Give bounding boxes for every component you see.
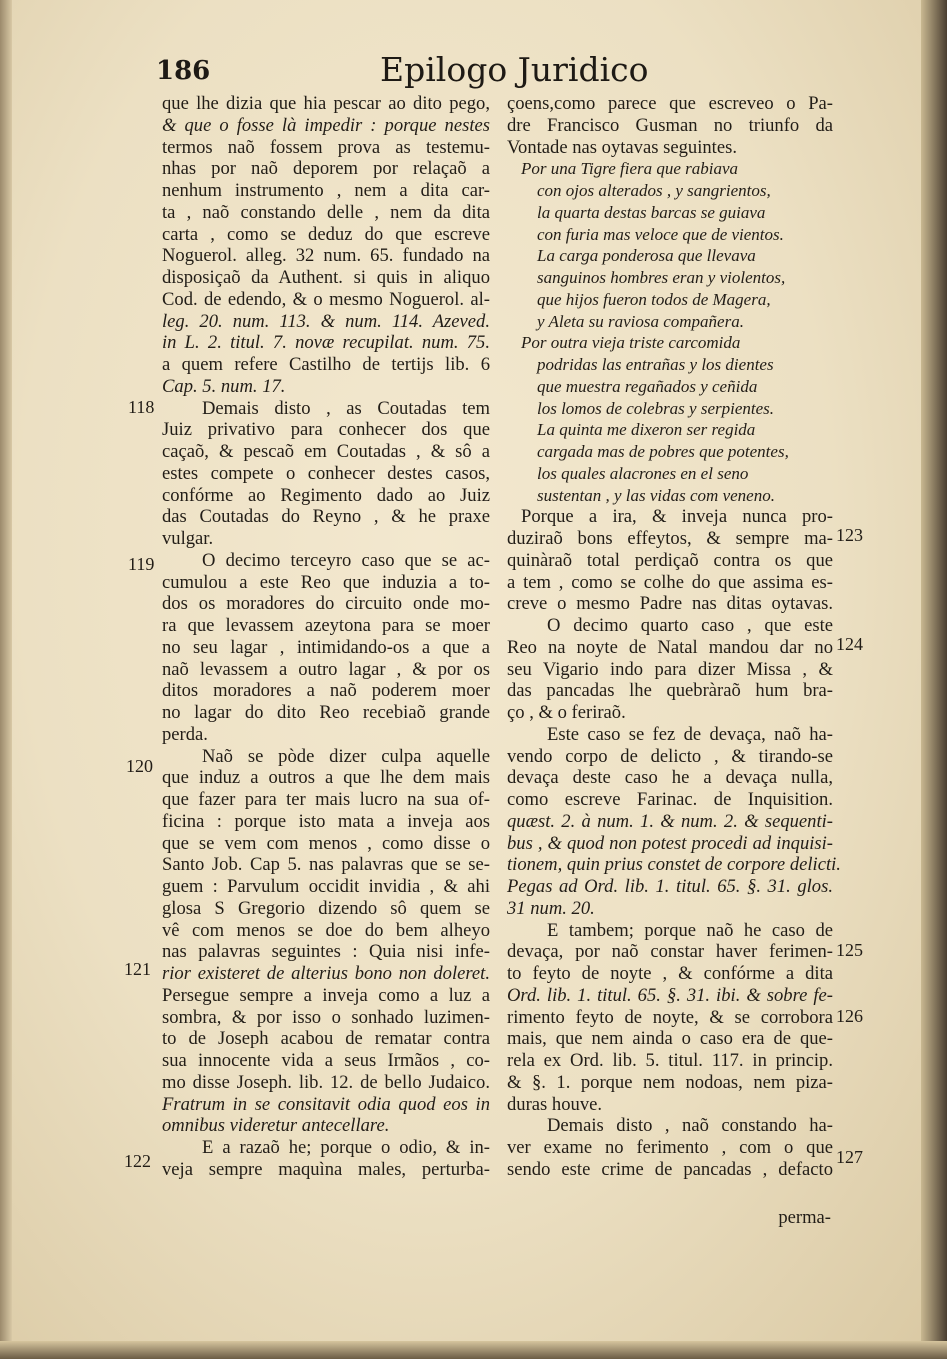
text-line: to de Joseph acabou de rematar contra: [162, 1028, 490, 1050]
text-line: ço , & o feriraõ.: [507, 702, 626, 723]
text-line: Santo Job. Cap 5. nas palavras que se se-: [162, 854, 490, 876]
text-line: perda.: [162, 723, 208, 745]
text-line: Naõ se pòde dizer culpa aquelle: [202, 745, 490, 767]
text-line: caçaõ, & pescaõ em Coutadas , & sô a: [162, 441, 490, 462]
text-line: naõ levassem a outro lagar , & por os: [162, 658, 490, 680]
margin-number: 119: [128, 554, 155, 574]
margin-number: 126: [836, 1006, 863, 1026]
text-line: Noguerol. alleg. 32 num. 65. fundado na: [162, 245, 490, 267]
text-line: to feyto de noyte , & confórme a dita: [507, 963, 833, 984]
text-line: estes compete o conhecer destes casos,: [162, 462, 490, 484]
verse-line: con ojos alterados , y sangrientos,: [537, 181, 771, 200]
text-line: duziraõ bons effeytos, & sempre ma-: [507, 528, 833, 549]
text-line: ra que levassem azeytona para se moer: [162, 615, 490, 636]
text-line: das Coutadas do Reyno , & he praxe: [162, 506, 490, 528]
text-line: tionem, quin prius constet de corpore delicti.: [507, 854, 841, 876]
catchword: perma-: [778, 1207, 831, 1228]
verse-line: con furia mas veloce que de vientos.: [537, 224, 784, 244]
verse-line: Por outra vieja triste carcomida: [521, 333, 741, 353]
text-line: Persegue sempre a inveja como a luz a: [162, 984, 490, 1006]
text-line: carta , como se deduz do que escreve: [162, 223, 490, 245]
text-line: O decimo quarto caso , que este: [547, 615, 833, 636]
text-line: çoens,como parece que escreveo o Pa-: [507, 93, 833, 114]
text-line: dos os moradores do circuito onde mo-: [162, 593, 490, 615]
text-line: quæst. 2. à num. 1. & num. 2. & sequenti-: [507, 810, 833, 832]
text-line: ficina : porque isto mata a inveja aos: [162, 810, 490, 832]
text-line: 31 num. 20.: [507, 897, 595, 919]
text-line: in L. 2. titul. 7. novæ recupilat. num. 75.: [162, 332, 490, 354]
verse-line: sanguinos hombres eran y violentos,: [537, 268, 786, 287]
margin-number: 123: [836, 525, 863, 545]
text-line: cumulou a este Reo que induzia a to-: [162, 571, 490, 593]
verse-line: los lomos de colebras y serpientes.: [537, 398, 775, 418]
text-line: ta , naõ constando delle , nem da dita: [162, 201, 490, 223]
text-line: creve o mesmo Padre nas ditas oytavas.: [507, 593, 833, 615]
margin-number: 125: [836, 940, 863, 960]
text-line: E a razaõ he; porque o odio, & in-: [202, 1137, 490, 1158]
verse-line: sustentan , y las vidas com veneno.: [537, 485, 775, 505]
text-line: dre Francisco Gusman no triunfo da: [507, 114, 833, 136]
verse-line: Por una Tigre fiera que rabiava: [521, 159, 739, 179]
page-edge: [921, 0, 947, 1359]
right-column: [507, 93, 841, 1181]
verse-line: y Aleta su raviosa compañera.: [537, 311, 744, 331]
text-line: vê com menos se doe do bem alheyo: [162, 919, 490, 941]
text-line: sua innocente vida a seus Irmãos , co-: [162, 1050, 490, 1071]
text-line: que lhe dizia que hia pescar ao dito pego,: [162, 93, 490, 114]
text-line: Pegas ad Ord. lib. 1. titul. 65. §. 31. glos.: [507, 876, 833, 897]
verse-line: que hijos fueron todos de Magera,: [537, 289, 771, 309]
text-line: veja sempre maquìna males, perturba-: [162, 1158, 490, 1180]
text-line: rimento feyto de noyte, & se corrobora: [507, 1006, 833, 1028]
page-number: 186: [156, 56, 211, 86]
verse-line: la quarta destas barcas se guiava: [537, 202, 766, 222]
text-line: seu Vigario indo para dizer Missa , &: [507, 658, 833, 680]
text-line: vendo corpo de delicto , & tirando-se: [507, 745, 833, 767]
verse-line: La quinta me dixeron ser regida: [537, 420, 756, 440]
text-line: & §. 1. porque nem nodoas, nem piza-: [507, 1071, 833, 1093]
text-line: ditos moradores a naõ poderem moer: [162, 680, 490, 702]
running-title: Epilogo Juridico: [380, 50, 649, 89]
verse-line: los quales alacrones en el seno: [537, 463, 749, 483]
text-line: Reo na noyte de Natal mandou dar no: [507, 636, 833, 658]
text-line: a tem , como se colhe do que assima es-: [507, 571, 833, 593]
text-line: Juiz privativo para conhecer dos que: [162, 419, 490, 441]
margin-number: 120: [126, 756, 153, 776]
margin-number: 118: [128, 397, 155, 417]
text-line: Ord. lib. 1. titul. 65. §. 31. ibi. & sobre fe-: [507, 984, 833, 1006]
text-line: O decimo terceyro caso que se ac-: [202, 549, 490, 571]
text-line: mais, que nem ainda o caso era de que-: [507, 1028, 833, 1050]
text-line: leg. 20. num. 113. & num. 114. Azeved.: [162, 310, 490, 332]
text-line: glosa S Gregorio dizendo sô quem se: [162, 897, 490, 919]
text-line: devaça deste caso he a devaça nulla,: [507, 767, 833, 789]
text-line: omnibus videretur antecellare.: [162, 1115, 390, 1137]
margin-number: 124: [836, 634, 863, 654]
text-line: Porque a ira, & inveja nunca pro-: [521, 506, 833, 528]
text-line: E tambem; porque naõ he caso de: [547, 919, 833, 941]
text-line: a quem refere Castilho de tertijs lib. 6: [162, 354, 490, 375]
page-bottom-edge: [0, 1341, 947, 1359]
text-line: devaça, por naõ constar haver ferimen-: [507, 941, 833, 963]
verse-line: cargada mas de pobres que potentes,: [537, 442, 789, 461]
text-line: disposiçaõ da Authent. si quis in aliquo: [162, 267, 490, 288]
text-line: duras houve.: [507, 1093, 603, 1115]
text-line: guem : Parvulum occidit invidia , & ahi: [162, 876, 490, 897]
text-line: sendo este crime de pancadas , defacto: [507, 1158, 833, 1180]
text-line: que fazer para ter mais lucro na sua of-: [162, 789, 490, 810]
text-line: sombra, & por isso o sonhado luzimen-: [162, 1006, 490, 1028]
margin-number: 121: [124, 959, 151, 979]
text-line: como escreve Farinac. de Inquisition.: [507, 789, 833, 810]
running-header: [150, 50, 830, 94]
text-line: que se vem com menos , como disse o: [162, 832, 490, 854]
text-line: confórme ao Regimento dado ao Juiz: [162, 484, 490, 506]
text-line: bus , & quod non potest procedi ad inquisi-: [507, 832, 833, 854]
text-line: nenhum instrumento , nem a dita car-: [162, 180, 490, 201]
text-line: das pancadas lhe quebràraõ hum bra-: [507, 680, 833, 702]
text-line: mo disse Joseph. lib. 12. de bello Judaico.: [162, 1071, 490, 1093]
text-line: no seu lagar , intimidando-os a que a: [162, 636, 490, 658]
text-line: quinàraõ total perdiçaõ contra os que: [507, 549, 833, 571]
text-line: nas palavras seguintes : Quia nisi infe-: [162, 941, 490, 963]
text-line: Cap. 5. num. 17.: [162, 375, 286, 397]
text-line: rela ex Ord. lib. 5. titul. 117. in princip.: [507, 1050, 833, 1071]
text-line: vulgar.: [162, 528, 214, 549]
text-line: que induz a outros a que lhe dem mais: [162, 767, 490, 789]
verse-line: podridas las entrañas y los dientes: [537, 355, 774, 374]
margin-number: 122: [124, 1151, 151, 1171]
text-line: Demais disto , naõ constando ha-: [547, 1115, 833, 1137]
verse-line: que muestra regañados y ceñida: [537, 376, 758, 396]
binding-shadow: [0, 0, 12, 1359]
text-line: Demais disto , as Coutadas tem: [202, 397, 490, 419]
text-line: nhas por naõ deporem por relaçaõ a: [162, 158, 490, 180]
left-column: [162, 93, 490, 1181]
text-line: & que o fosse là impedir : porque nestes: [162, 114, 490, 136]
text-line: rior existeret de alterius bono non doleret.: [162, 963, 490, 984]
text-line: termos naõ fossem prova as testemu-: [162, 136, 490, 158]
verse-line: La carga ponderosa que llevava: [537, 246, 756, 266]
text-line: ver exame no ferimento , com o que: [507, 1137, 833, 1158]
text-line: Cod. de edendo, & o mesmo Noguerol. al-: [162, 288, 490, 310]
text-line: Vontade nas oytavas seguintes.: [507, 136, 737, 158]
margin-number: 127: [836, 1147, 863, 1167]
text-line: Fratrum in se consitavit odia quod eos in: [162, 1093, 490, 1115]
text-line: Este caso se fez de devaça, naõ ha-: [547, 723, 833, 745]
text-line: no lagar do dito Reo recebiaõ grande: [162, 702, 490, 723]
